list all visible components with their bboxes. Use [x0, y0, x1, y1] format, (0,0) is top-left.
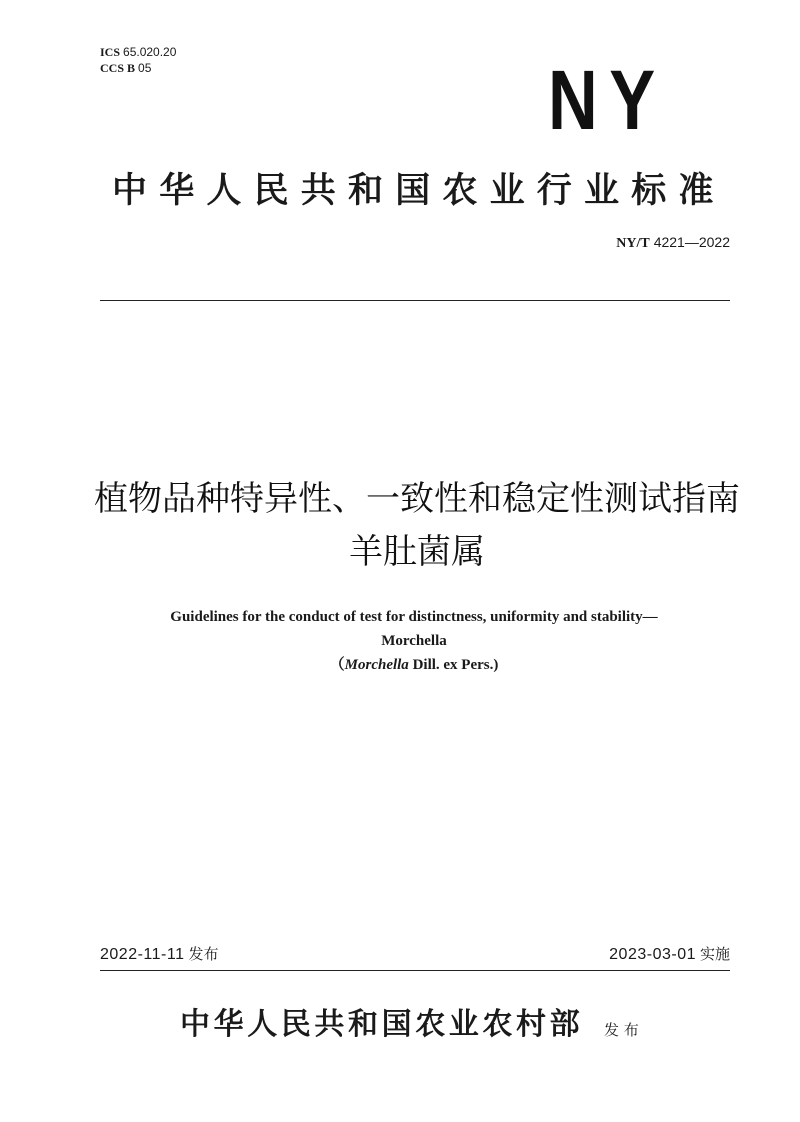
standard-number	[616, 234, 730, 252]
title-en-line3	[64, 656, 764, 674]
ccs-label: CCS B	[100, 61, 136, 75]
implement-date-value: 2023-03-01	[609, 946, 696, 963]
issuer-label: 发 布	[604, 1021, 639, 1039]
title-zh-line1: 植物品种特异性、一致性和稳定性测试指南	[94, 479, 740, 519]
ics-label: ICS	[100, 45, 121, 59]
title-en-line3-rest: Dill. ex Pers.)	[408, 657, 499, 673]
implement-date	[609, 944, 730, 965]
implement-date-label: 实施	[699, 945, 730, 963]
issue-date-value: 2022-11-11	[100, 946, 185, 963]
ccs-code: 05	[138, 61, 152, 75]
issue-date	[100, 944, 218, 965]
title-zh-line2: 羊肚菌属	[349, 532, 485, 572]
title-en-line3-open: （	[329, 657, 345, 673]
standard-number-prefix: NY/T	[616, 236, 650, 251]
standard-category-title: 中华人民共和国农业行业标准	[112, 170, 726, 211]
ny-logo: NY	[548, 53, 667, 147]
issue-date-label: 发布	[188, 945, 219, 963]
standard-number-value: 4221—2022	[653, 234, 730, 250]
title-en-line2: Morchella	[381, 633, 447, 649]
issuer-name: 中华人民共和国农业农村部	[180, 1007, 584, 1042]
header-divider	[100, 300, 730, 301]
footer-divider	[100, 970, 730, 971]
title-en-line3-genus: Morchella	[344, 657, 409, 673]
ics-code: 65.020.20	[123, 45, 177, 59]
ics-code-line	[100, 45, 176, 59]
title-en-line1: Guidelines for the conduct of test for distinctness, uniformity and stability—	[170, 609, 658, 625]
ccs-code-line	[100, 61, 151, 75]
